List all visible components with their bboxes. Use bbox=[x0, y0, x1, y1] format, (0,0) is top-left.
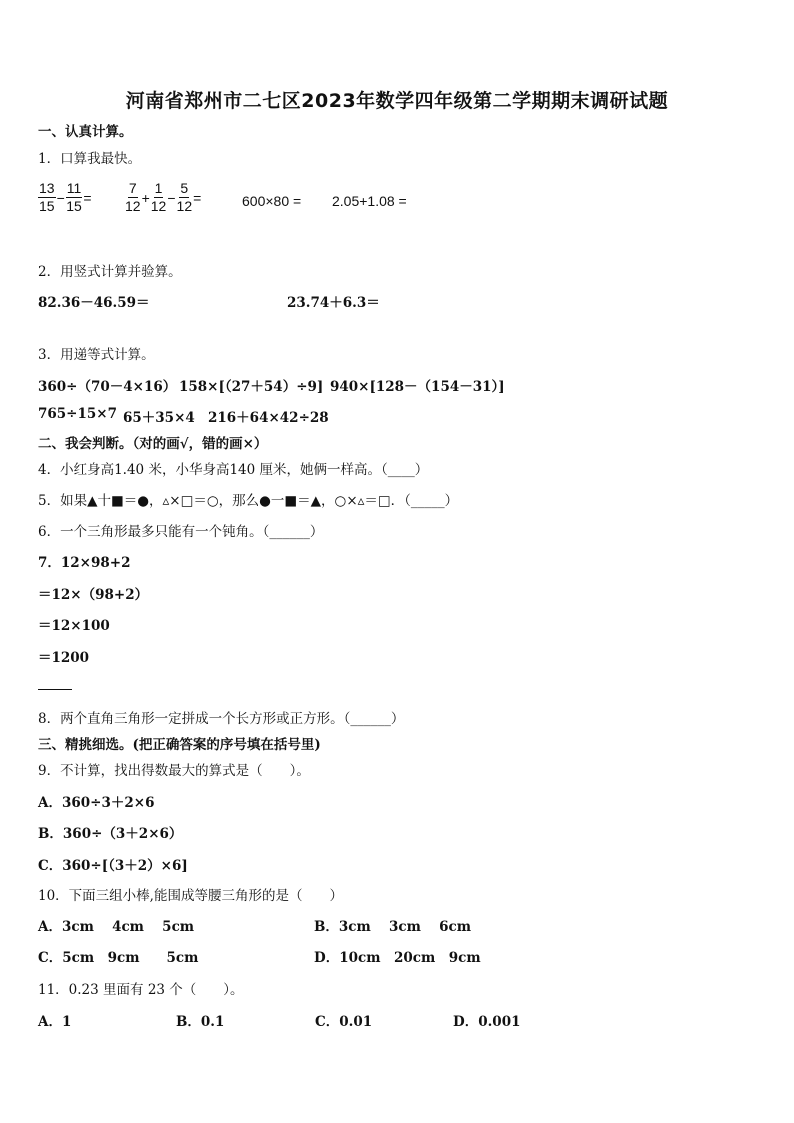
section-3-heading: 三、精挑细选。(把正确答案的序号填在括号里) bbox=[38, 737, 321, 753]
question-3-label: 3．用递等式计算。 bbox=[38, 347, 155, 363]
question-9-option-c: C．360÷[（3＋2）×6] bbox=[38, 858, 188, 874]
question-11-label: 11．0.23 里面有 23 个（ ）。 bbox=[38, 982, 244, 998]
question-6: 6．一个三角形最多只能有一个钝角。（______） bbox=[38, 524, 324, 540]
question-4: 4．小红身高1.40 米，小华身高140 厘米，她俩一样高。（____） bbox=[38, 462, 429, 478]
question-11-option-a: A．1 bbox=[38, 1014, 72, 1030]
step-calc-expr: 765÷15×7 bbox=[38, 406, 117, 422]
step-calc-expr: 216＋64×42÷28 bbox=[208, 410, 329, 426]
fraction: $\frac{11}{15}$ bbox=[66, 180, 82, 214]
step-calc-expr: 158×[（27＋54）÷9] bbox=[179, 379, 324, 395]
question-9-option-a: A．360÷3＋2×6 bbox=[38, 795, 155, 811]
question-10-label: 10．下面三组小棒,能围成等腰三角形的是（ ） bbox=[38, 888, 343, 904]
fraction: $\frac{1}{12}$ bbox=[150, 180, 167, 214]
question-10-option-d: D．10cm 20cm 9cm bbox=[314, 950, 481, 966]
question-5: 5．如果▲十■＝●，▵×□＝○，那么●一■＝▲，○×▵＝□．（_____） bbox=[38, 493, 459, 509]
question-7-step-2: ＝12×100 bbox=[38, 618, 110, 634]
question-1-label: 1．口算我最快。 bbox=[38, 151, 142, 167]
oral-calc-expr-4: 2.05+1.08 = bbox=[332, 193, 407, 209]
question-7-step-1: ＝12×（98+2） bbox=[38, 587, 149, 603]
oral-calc-expr-1: $\frac{13}{15}$ − $\frac{11}{15}$ = bbox=[39, 180, 92, 214]
fraction: $\frac{5}{12}$ bbox=[176, 180, 193, 214]
question-9-label: 9．不计算，找出得数最大的算式是（ ）。 bbox=[38, 763, 310, 779]
step-calc-expr: 360÷（70－4×16） bbox=[38, 379, 177, 395]
section-1-heading: 一、认真计算。 bbox=[38, 124, 133, 140]
step-calc-expr: 65＋35×4 bbox=[123, 410, 195, 426]
section-2-heading: 二、我会判断。（对的画√，错的画×） bbox=[38, 436, 268, 452]
page-title: 河南省郑州市二七区2023年数学四年级第二学期期末调研试题 bbox=[125, 90, 669, 112]
vertical-calc-expr-2: 23.74＋6.3＝ bbox=[287, 295, 380, 311]
question-11-option-b: B．0.1 bbox=[176, 1014, 225, 1030]
answer-blank-line bbox=[38, 689, 72, 690]
question-10-option-b: B．3cm 3cm 6cm bbox=[314, 919, 472, 935]
fraction: $\frac{7}{12}$ bbox=[125, 180, 141, 214]
question-11-option-d: D．0.001 bbox=[453, 1014, 521, 1030]
question-2-label: 2．用竖式计算并验算。 bbox=[38, 264, 182, 280]
oral-calc-expr-3: 600×80 = bbox=[242, 193, 302, 209]
step-calc-expr: 940×[128－（154－31）] bbox=[330, 379, 505, 395]
question-10-option-c: C．5cm 9cm 5cm bbox=[38, 950, 199, 966]
vertical-calc-expr-1: 82.36－46.59＝ bbox=[38, 295, 150, 311]
question-7-label: 7．12×98+2 bbox=[38, 555, 131, 571]
question-11-option-c: C．0.01 bbox=[315, 1014, 373, 1030]
question-9-option-b: B．360÷（3＋2×6） bbox=[38, 826, 183, 842]
question-7-step-3: ＝1200 bbox=[38, 650, 90, 666]
oral-calc-expr-2: $\frac{7}{12}$ + $\frac{1}{12}$ − $\frac{5}{12}$ = bbox=[125, 180, 202, 214]
question-8: 8．两个直角三角形一定拼成一个长方形或正方形。（______） bbox=[38, 711, 405, 727]
fraction: $\frac{13}{15}$ bbox=[39, 180, 55, 214]
question-10-option-a: A．3cm 4cm 5cm bbox=[38, 919, 195, 935]
